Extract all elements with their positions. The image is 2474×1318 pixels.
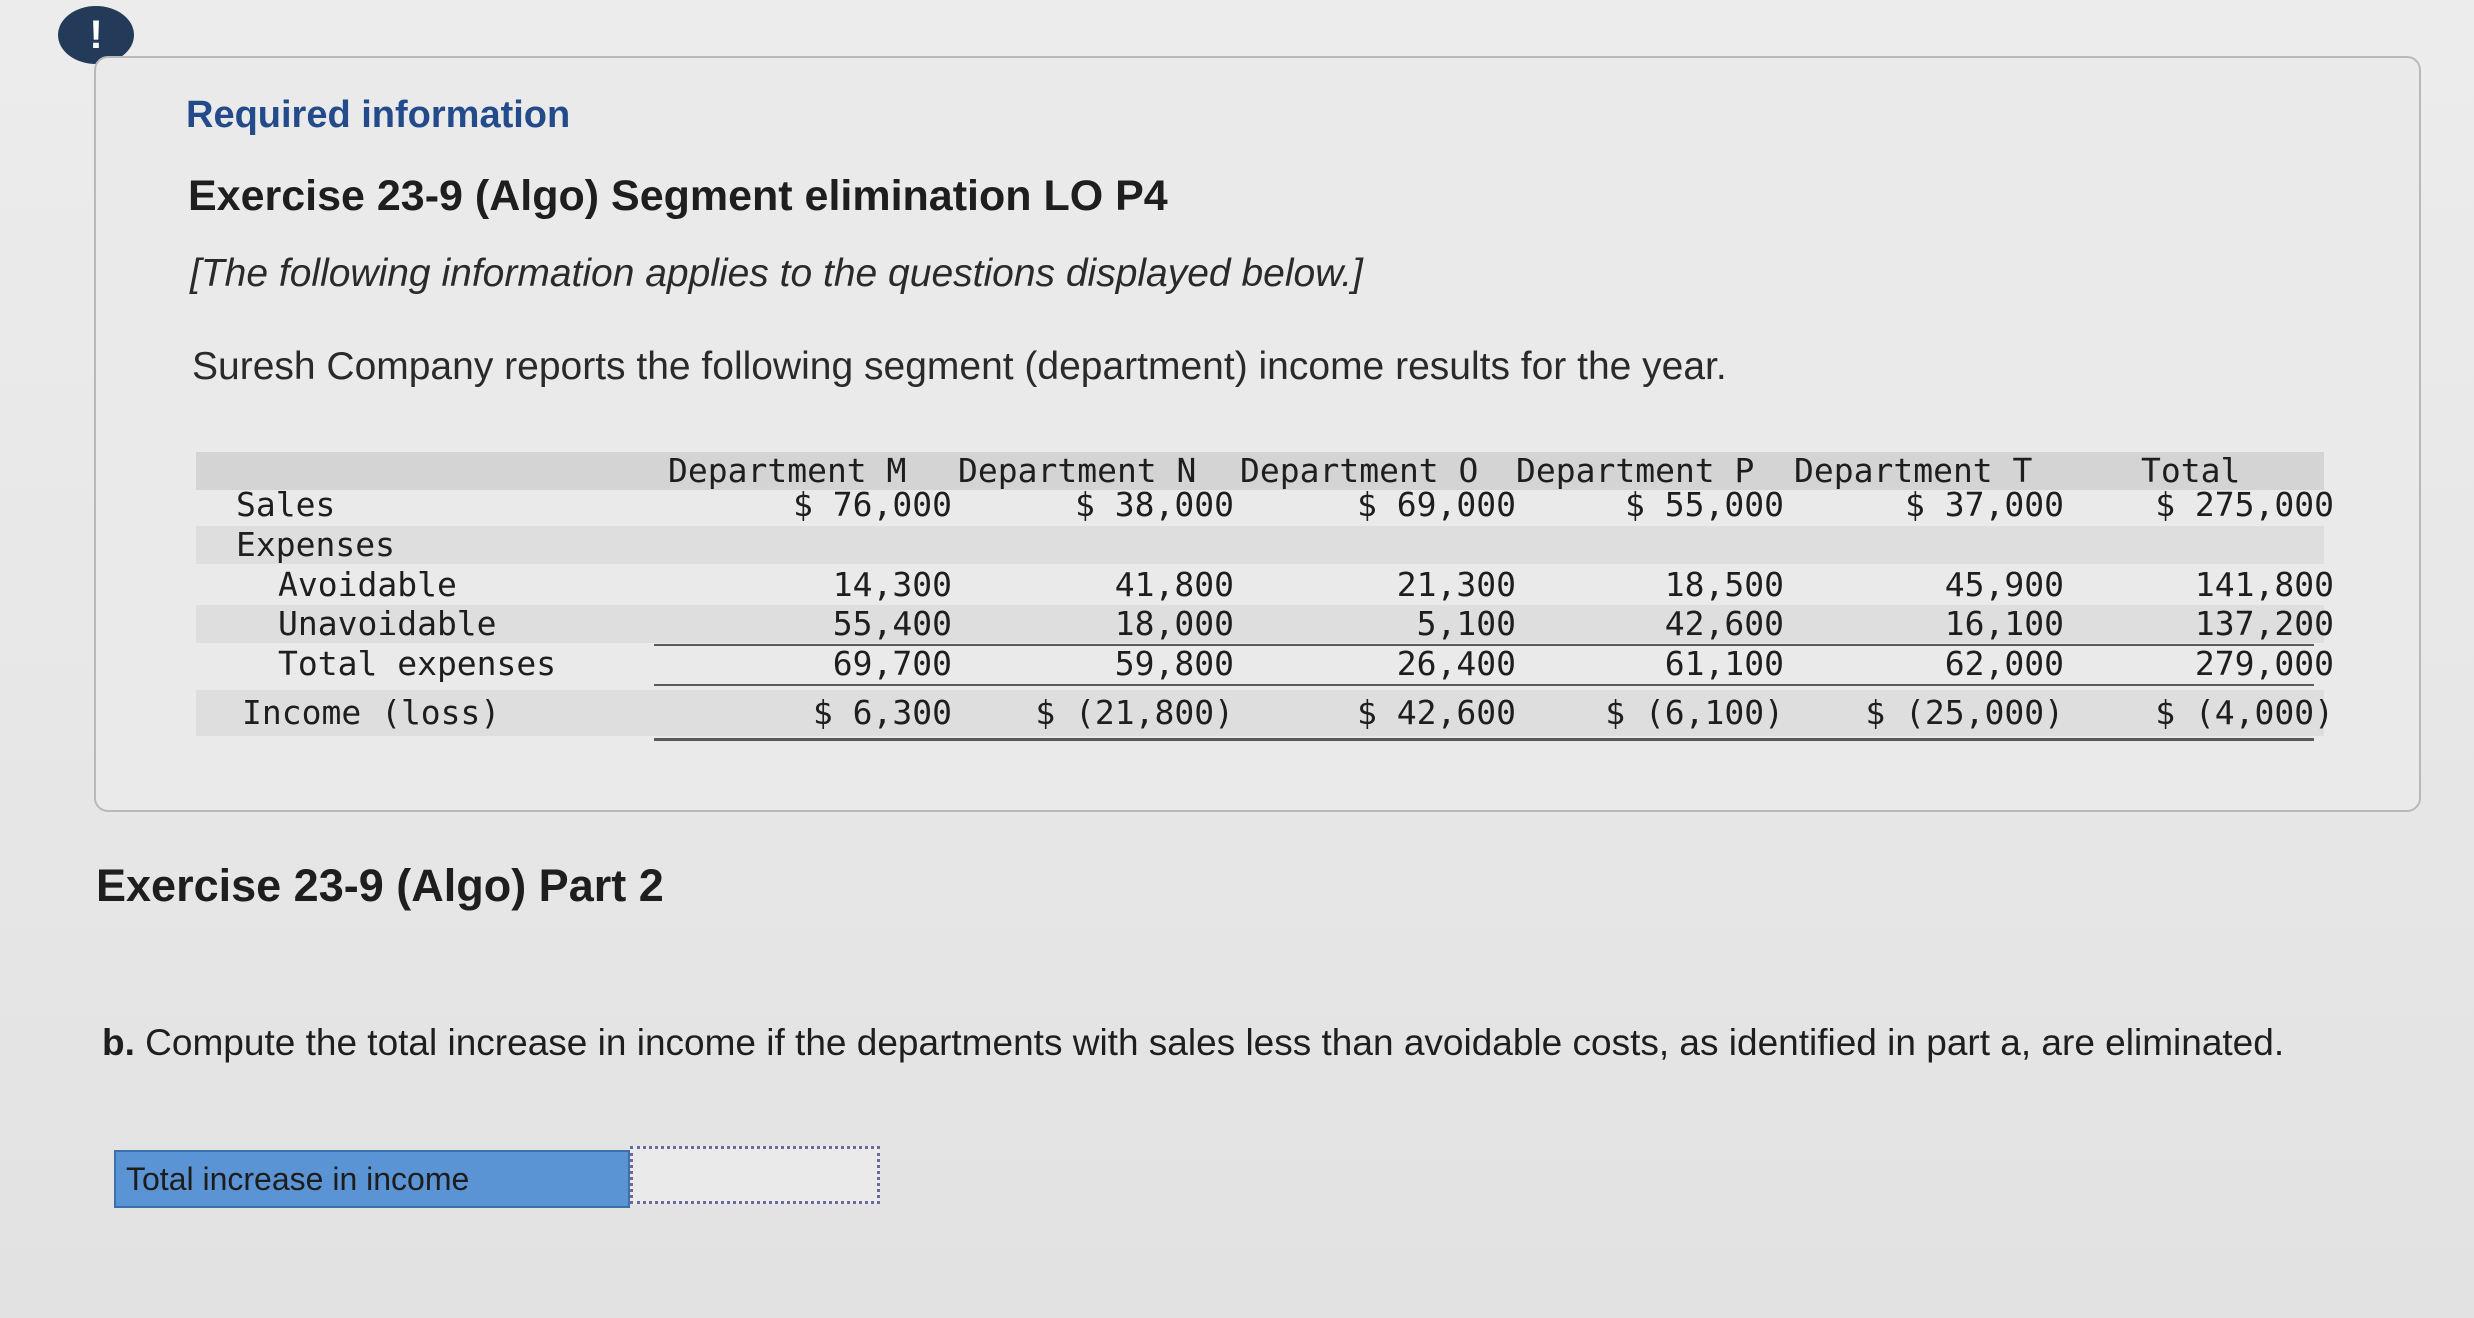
table-cell: $ (6,100) xyxy=(1605,693,1784,732)
table-cell: $ 38,000 xyxy=(1075,485,1234,524)
row-label: Unavoidable xyxy=(278,604,497,643)
table-cell: 14,300 xyxy=(832,565,952,604)
column-header: Department N xyxy=(958,451,1197,490)
table-cell: 16,100 xyxy=(1944,604,2064,643)
table-cell: 59,800 xyxy=(1114,644,1234,683)
total-increase-label: Total increase in income xyxy=(114,1150,630,1208)
table-cell: $ 42,600 xyxy=(1357,693,1516,732)
row-label: Expenses xyxy=(236,525,395,564)
intro-text: Suresh Company reports the following segment (department) income results for the year. xyxy=(192,345,1727,388)
table-cell: $ 6,300 xyxy=(812,693,952,732)
part-title: Exercise 23-9 (Algo) Part 2 xyxy=(96,860,664,911)
table-cell: $ 69,000 xyxy=(1357,485,1516,524)
required-information-title: Required information xyxy=(186,94,571,136)
table-cell: $ (25,000) xyxy=(1865,693,2064,732)
column-header: Department P xyxy=(1516,451,1755,490)
row-label: Income (loss) xyxy=(242,693,501,732)
double-rule xyxy=(654,738,2314,741)
table-cell: 21,300 xyxy=(1396,565,1516,604)
column-header: Total xyxy=(2141,451,2241,490)
question-prefix: b. xyxy=(102,1022,135,1063)
table-cell: $ 275,000 xyxy=(2155,485,2334,524)
segment-income-table xyxy=(196,451,2334,748)
table-row-avoidable xyxy=(196,565,2334,604)
table-row-sales xyxy=(196,485,2334,524)
row-label: Total expenses xyxy=(278,644,557,683)
table-row-income xyxy=(196,690,2334,736)
table-cell: 69,700 xyxy=(832,644,952,683)
table-cell: 18,500 xyxy=(1664,565,1784,604)
table-cell: 45,900 xyxy=(1944,565,2064,604)
column-header: Department O xyxy=(1240,451,1479,490)
total-increase-input[interactable] xyxy=(630,1146,880,1204)
column-header: Department T xyxy=(1794,451,2033,490)
table-cell: 61,100 xyxy=(1664,644,1784,683)
table-cell: 137,200 xyxy=(2194,604,2334,643)
table-cell: 18,000 xyxy=(1114,604,1234,643)
row-label: Avoidable xyxy=(278,565,457,604)
total-rule xyxy=(654,684,2314,686)
exercise-note: [The following information applies to the questions displayed below.] xyxy=(190,252,1363,295)
row-label: Sales xyxy=(236,485,336,524)
table-cell: 41,800 xyxy=(1114,565,1234,604)
table-cell: $ (4,000) xyxy=(2155,693,2334,732)
table-row-total-expenses xyxy=(196,644,2334,683)
table-cell: 62,000 xyxy=(1944,644,2064,683)
table-cell: 5,100 xyxy=(1416,604,1516,643)
table-cell: $ 37,000 xyxy=(1905,485,2064,524)
table-row-unavoidable xyxy=(196,604,2334,643)
table-cell: 141,800 xyxy=(2194,565,2334,604)
table-cell: 26,400 xyxy=(1396,644,1516,683)
table-cell: 42,600 xyxy=(1664,604,1784,643)
table-cell: $ 55,000 xyxy=(1625,485,1784,524)
table-cell: 55,400 xyxy=(832,604,952,643)
question-text xyxy=(102,1022,2284,1064)
table-row-expenses xyxy=(196,526,2324,564)
table-cell: 279,000 xyxy=(2194,644,2334,683)
table-cell: $ 76,000 xyxy=(793,485,952,524)
exercise-title: Exercise 23-9 (Algo) Segment elimination LO P4 xyxy=(188,172,1168,220)
question-body: Compute the total increase in income if the departments with sales less than avoidable costs, as identified in part a, are eliminated. xyxy=(134,1022,2285,1063)
table-cell: $ (21,800) xyxy=(1035,693,1234,732)
column-header: Department M xyxy=(668,451,907,490)
alert-icon: ! xyxy=(58,6,134,64)
